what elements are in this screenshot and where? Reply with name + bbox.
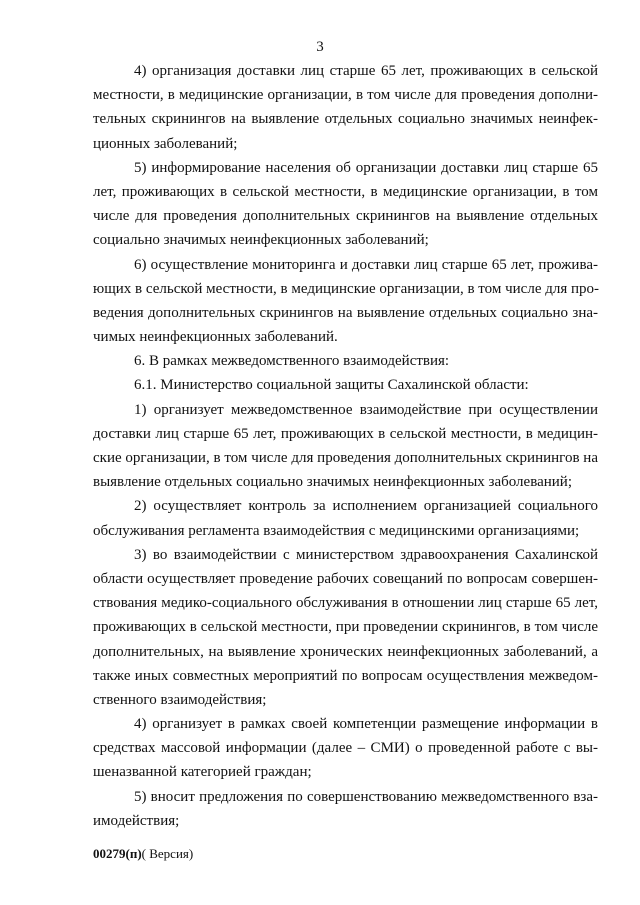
text-line: 6.1. Министерство социальной защиты Сахалинской области: [134,377,529,394]
text-line: ские организации, в том числе для проведения дополнительных скринингов на [93,450,598,466]
text-line: ведения дополнительных скринингов на выявление отдельных социально зна- [93,304,598,321]
text-line: имодействия; [93,812,180,829]
paragraph [93,156,598,253]
paragraph [93,349,598,373]
paragraph [93,398,598,495]
text-line: местности, в медицинские организации, в том числе для проведения дополни- [93,87,598,104]
document-version-label: ( Версия) [141,846,194,861]
text-line: ственного взаимодействия; [93,691,267,708]
text-line: 4) организация доставки лиц старше 65 лет, проживающих в сельской [134,63,598,79]
text-line: области осуществляет проведение рабочих совещаний по вопросам совершен- [93,570,598,587]
paragraph [93,59,598,156]
text-line: 3) во взаимодействии с министерством здравоохранения Сахалинской [134,546,598,563]
text-line: 6. В рамках межведомственного взаимодействия: [134,353,450,370]
text-line: 6) осуществление мониторинга и доставки лиц старше 65 лет, прожива- [134,256,598,273]
paragraph [93,373,598,397]
document-body [93,59,598,833]
text-line: числе для проведения дополнительных скринингов на выявление отдельных [93,208,598,225]
text-line: средствах массовой информации (далее – СМИ) о проведенной работе с вы- [93,740,598,757]
text-line: тельных скринингов на выявление отдельных социально значимых неинфек- [93,111,598,128]
text-line: доставки лиц старше 65 лет, проживающих в сельской местности, в медицин- [93,425,598,442]
paragraph [93,712,598,785]
text-line: 5) информирование населения об организации доставки лиц старше 65 [134,159,598,176]
text-line: выявление отдельных социально значимых неинфекционных заболеваний; [93,474,572,491]
text-line: социально значимых неинфекционных заболеваний; [93,232,429,249]
text-line: 5) вносит предложения по совершенствованию межведомственного вза- [134,788,598,805]
page-number: 3 [316,39,324,55]
text-line: ционных заболеваний; [93,135,238,152]
paragraph [93,253,598,350]
document-footer [93,846,193,862]
text-line: обслуживания регламента взаимодействия с медицинскими организациями; [93,522,580,539]
text-line: 4) организует в рамках своей компетенции размещение информации в [134,716,598,733]
text-line: лет, проживающих в сельской местности, в медицинские организации, в том [93,183,598,200]
paragraph [93,494,598,542]
text-line: также иных совместных мероприятий по вопросам осуществления межведом- [93,667,598,684]
paragraph [93,543,598,712]
text-line: шеназванной категорией граждан; [93,764,312,781]
text-line: 2) осуществляет контроль за исполнением организацией социального [134,498,598,515]
paragraph [93,785,598,833]
text-line: дополнительных, на выявление хронических неинфекционных заболеваний, а [93,643,598,660]
text-line: 1) организует межведомственное взаимодействие при осуществлении [134,401,598,418]
text-line: проживающих в сельской местности, при проведении скринингов, в том числе [93,619,598,636]
document-code: 00279(п) [93,846,142,861]
text-line: ющих в сельской местности, в медицинские организации, в том числе для про- [93,280,600,297]
text-line: чимых неинфекционных заболеваний. [93,329,338,346]
text-line: ствования медико-социального обслуживания в отношении лиц старше 65 лет, [93,595,598,612]
